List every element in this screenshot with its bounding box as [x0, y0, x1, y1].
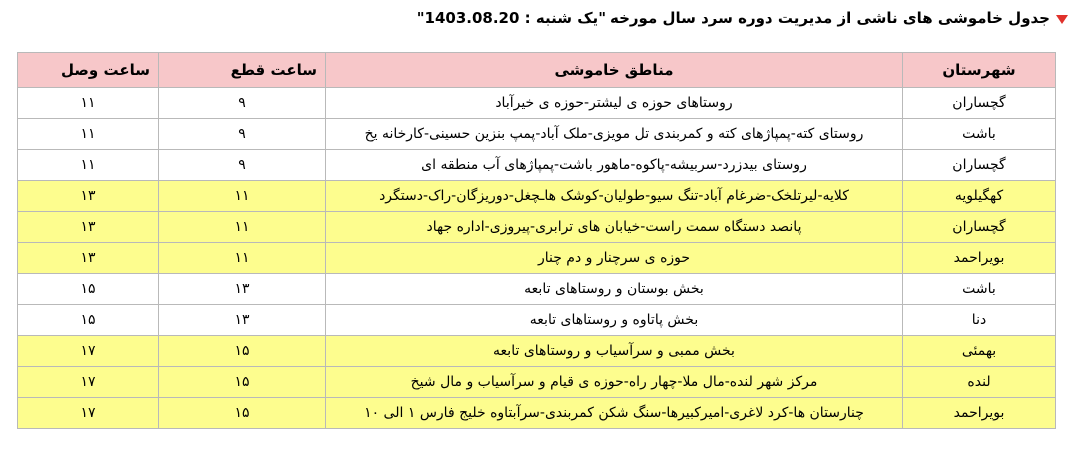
table-header-row	[18, 53, 1056, 88]
table-row	[18, 119, 1056, 150]
cut-time-cell: ۹	[159, 88, 326, 119]
city-cell: گچساران	[903, 150, 1056, 181]
areas-cell: حوزه ی سرچنار و دم چنار	[326, 243, 903, 274]
table-row	[18, 88, 1056, 119]
areas-cell: بخش ممبی و سرآسیاب و روستاهای تابعه	[326, 336, 903, 367]
city-cell: بویراحمد	[903, 243, 1056, 274]
restore-time-cell: ۱۷	[18, 398, 159, 429]
restore-time-cell: ۱۷	[18, 367, 159, 398]
restore-time-cell: ۱۳	[18, 243, 159, 274]
areas-cell: مرکز شهر لنده-مال ملا-چهار راه-حوزه ی قیام و سرآسیاب و مال شیخ	[326, 367, 903, 398]
restore-time-cell: ۱۵	[18, 305, 159, 336]
restore-time-cell: ۱۳	[18, 181, 159, 212]
areas-cell: چنارستان ها-کرد لاغری-امیرکبیرها-سنگ شکن کمربندی-سرآبتاوه خلیج فارس ۱ الی ۱۰	[326, 398, 903, 429]
cut-time-cell: ۱۱	[159, 181, 326, 212]
city-cell: دنا	[903, 305, 1056, 336]
areas-cell: پانصد دستگاه سمت راست-خیابان های ترابری-پیروزی-اداره جهاد	[326, 212, 903, 243]
cut-time-cell: ۹	[159, 150, 326, 181]
restore-time-cell: ۱۱	[18, 88, 159, 119]
table-row	[18, 305, 1056, 336]
table-row	[18, 212, 1056, 243]
cut-time-cell: ۱۵	[159, 367, 326, 398]
header-restore-time: ساعت وصل	[18, 53, 159, 88]
cut-time-cell: ۹	[159, 119, 326, 150]
table-row	[18, 274, 1056, 305]
table-body	[18, 88, 1056, 429]
restore-time-cell: ۱۳	[18, 212, 159, 243]
table-row	[18, 336, 1056, 367]
restore-time-cell: ۱۱	[18, 150, 159, 181]
restore-time-cell: ۱۵	[18, 274, 159, 305]
cut-time-cell: ۱۵	[159, 336, 326, 367]
city-cell: باشت	[903, 274, 1056, 305]
outage-table	[17, 52, 1056, 429]
city-cell: بویراحمد	[903, 398, 1056, 429]
restore-time-cell: ۱۱	[18, 119, 159, 150]
areas-cell: بخش پاتاوه و روستاهای تابعه	[326, 305, 903, 336]
table-row	[18, 398, 1056, 429]
table-caption	[417, 4, 1068, 32]
city-cell: گچساران	[903, 212, 1056, 243]
city-cell: بهمئی	[903, 336, 1056, 367]
cut-time-cell: ۱۳	[159, 274, 326, 305]
city-cell: لنده	[903, 367, 1056, 398]
city-cell: کهگیلویه	[903, 181, 1056, 212]
areas-cell: بخش بوستان و روستاهای تابعه	[326, 274, 903, 305]
areas-cell: کلایه-لیرتلخک-ضرغام آباد-تنگ سیو-طولیان-کوشک هاـچغل-دوریزگان-راک-دستگرد	[326, 181, 903, 212]
table-row	[18, 367, 1056, 398]
header-city: شهرستان	[903, 53, 1056, 88]
table-row	[18, 181, 1056, 212]
table-row	[18, 243, 1056, 274]
city-cell: گچساران	[903, 88, 1056, 119]
cut-time-cell: ۱۵	[159, 398, 326, 429]
areas-cell: روستاهای حوزه ی لیشتر-حوزه ی خیرآباد	[326, 88, 903, 119]
table-row	[18, 150, 1056, 181]
city-cell: باشت	[903, 119, 1056, 150]
cut-time-cell: ۱۱	[159, 212, 326, 243]
restore-time-cell: ۱۷	[18, 336, 159, 367]
header-areas: مناطق خاموشی	[326, 53, 903, 88]
cut-time-cell: ۱۳	[159, 305, 326, 336]
triangle-marker-icon	[1056, 15, 1068, 24]
header-cut-time: ساعت قطع	[159, 53, 326, 88]
cut-time-cell: ۱۱	[159, 243, 326, 274]
areas-cell: روستای بیدزرد-سربیشه-پاکوه-ماهور باشت-پمپاژهای آب منطقه ای	[326, 150, 903, 181]
areas-cell: روستای کته-پمپاژهای کته و کمربندی تل مویزی-ملک آباد-پمپ بنزین حسینی-کارخانه یخ	[326, 119, 903, 150]
caption-date: "یک شنبه : 1403.08.20"	[416, 9, 607, 27]
caption-text: جدول خاموشی های ناشی از مدیریت دوره سرد سال مورخه	[610, 9, 1050, 27]
